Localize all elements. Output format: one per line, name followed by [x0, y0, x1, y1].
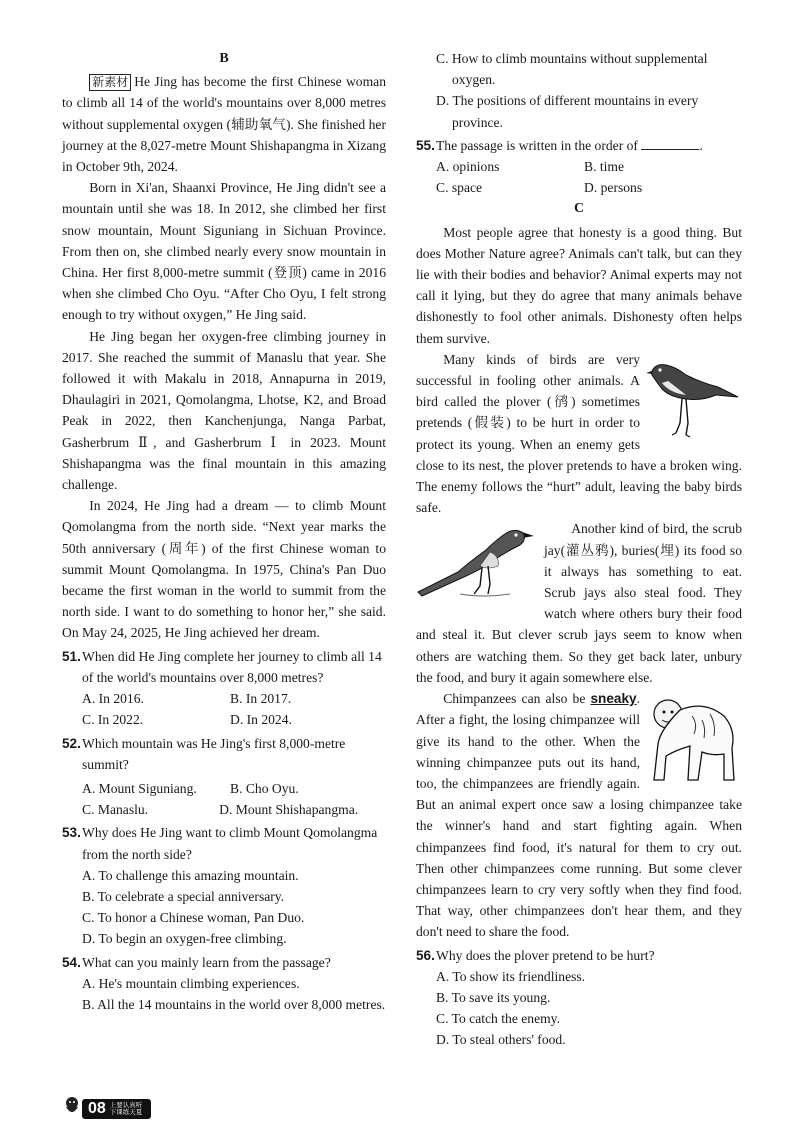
passage-b-paragraph: He Jing began her oxygen-free climbing journey in 2017. She reached the summit of Manaslu that year. She followed it with Makalu in 2018, Annapurna in 2019, Dhaulagiri in 2021, Qomolangma, Lhotse, K2, and Broad Peak in 2022, then Kanchenjunga, Nanga Parbat, Gasherbrum Ⅱ, and Gasherbrum Ⅰ in 2023. Mount Shishapangma was the final mountain in this amazing challenge.	[62, 328, 386, 493]
option[interactable]: A. He's mountain climbing experiences.	[82, 975, 300, 991]
passage-c-paragraph: Many kinds of birds are very successful in fooling other animals. A bird called the plover (鸻) sometimes pretends (假装) to be hurt in order to protect its young. When an enemy gets close to its nest, the plover pretends to have a broken wing. The enemy follows the “hurt” adult, leaving the baby birds safe.	[416, 351, 742, 516]
option[interactable]: B. To celebrate a special anniversary.	[82, 888, 285, 904]
keyword-sneaky: sneaky	[590, 691, 637, 707]
page-number-badge	[82, 1099, 151, 1119]
section-c-title: C	[573, 201, 585, 217]
question-55: 55. The passage is written in the order of . A. opinions B. time C. space D. persons	[416, 135, 742, 199]
right-column	[416, 48, 742, 1051]
question-51: 51. When did He Jing complete her journey to climb all 14 of the world's mountains over 8,000 metres? A. In 2016. B. In 2017. C. In 2022. D. In 2024.	[62, 646, 386, 731]
option[interactable]: C. In 2022.	[82, 712, 144, 728]
page-number: 08	[88, 1100, 106, 1118]
option[interactable]: B. In 2017.	[230, 691, 292, 707]
passage-c-paragraph: Most people agree that honesty is a good thing. But does Mother Nature agree? Animals can't talk, but can they lie with their bodies and behavior? Animal experts may not call it lying, but they do agree that many animals behave dishonestly to fool other animals. Dishonesty often helps them survive.	[416, 224, 742, 346]
question-52: 52. Which mountain was He Jing's first 8,000-metre summit? A. Mount Siguniang. B. Cho Oyu. C. Manaslu. D. Mount Shishapangma.	[62, 733, 386, 821]
question-53: 53. Why does He Jing want to climb Mount Qomolangma from the north side? A. To challenge this amazing mountain. B. To celebrate a special anniversary. C. To honor a Chinese woman, Pan Duo. D. To begin an oxygen-free climbing.	[62, 822, 386, 949]
page-footer	[62, 1098, 151, 1120]
option[interactable]: B. time	[584, 159, 625, 175]
left-column	[62, 48, 386, 1015]
option[interactable]: B. Cho Oyu.	[230, 780, 299, 796]
mascot-icon	[62, 1095, 82, 1123]
option[interactable]: D. To begin an oxygen-free climbing.	[82, 931, 287, 947]
option[interactable]: D. The positions of different mountains in every province.	[436, 93, 699, 130]
passage-b-paragraph: In 2024, He Jing had a dream — to climb Mount Qomolangma from the north side. “Next year marks the 50th anniversary (周年) of the first Chinese woman to summit Mount Qomolangma. In 1975, China's Pan Duo became the first woman in the world to summit from the north side. I want to do something to honor her,” she said. On May 24, 2025, He Jing achieved her dream.	[62, 498, 386, 641]
option[interactable]: A. To show its friendliness.	[436, 968, 586, 984]
option[interactable]: D. persons	[584, 180, 643, 196]
scrub-jay-image	[410, 522, 538, 604]
passage-b-paragraph: Born in Xi'an, Shaanxi Province, He Jing didn't see a mountain until she was 18. In 2012, she climbed her first snow mountain, Mount Siguniang in Sichuan Province. From then on, she climbed nearly every snow mountain in China. Her first 8,000-metre summit (登顶) came in 2016 when she climbed Cho Oyu. “After Cho Oyu, I felt strong enough to try without oxygen,” He Jing said.	[62, 180, 386, 323]
answer-blank[interactable]	[641, 135, 699, 150]
plover-image	[646, 353, 742, 439]
option[interactable]: C. To catch the enemy.	[436, 1011, 560, 1027]
option[interactable]: D. In 2024.	[230, 712, 292, 728]
passage-b-paragraph: 新素材 He Jing has become the first Chinese woman to climb all 14 of the world's mountains over 8,000 metres without supplemental oxygen (辅助氧气). She finished her journey at the 8,027-metre Mount Shishapangma in Xizang in October 9th, 2024.	[62, 74, 386, 175]
option[interactable]: C. space	[436, 180, 483, 196]
footer-slogan: 上要认真听 下课练天夏	[109, 1101, 143, 1116]
new-material-tag: 新素材	[89, 74, 131, 91]
question-56: 56. Why does the plover pretend to be hurt? A. To show its friendliness. B. To save its young. C. To catch the enemy. D. To steal others' food.	[416, 945, 742, 1051]
option[interactable]: A. To challenge this amazing mountain.	[82, 867, 299, 883]
option[interactable]: B. To save its young.	[436, 989, 551, 1005]
option[interactable]: A. opinions	[436, 159, 500, 175]
option[interactable]: A. Mount Siguniang.	[82, 780, 197, 796]
option[interactable]: C. How to climb mountains without supplemental oxygen.	[436, 51, 708, 88]
section-b-title: B	[219, 51, 229, 66]
option[interactable]: C. To honor a Chinese woman, Pan Duo.	[82, 910, 305, 926]
passage-c-paragraph: Chimpanzees can also be sneaky. After a fight, the losing chimpanzee will give its hand to the other. When the winning chimpanzee puts out its hand, too, the chimpanzees are friendly again. But an animal expert once saw a losing chimpanzee take the winner's hand and start fighting again. When chimpanzees find food, it's natural for them to cry out. Then other chimpanzees come running. But some clever chimpanzees learn to cry very softly when they find food. That way, other chimpanzees don't hear them, and they don't need to share the food.	[416, 691, 742, 940]
option[interactable]: C. Manaslu.	[82, 802, 149, 818]
option[interactable]: D. Mount Shishapangma.	[219, 802, 359, 818]
option[interactable]: D. To steal others' food.	[436, 1032, 566, 1048]
option[interactable]: A. In 2016.	[82, 691, 144, 707]
chimpanzee-image	[644, 694, 742, 786]
passage-c-paragraph: Another kind of bird, the scrub jay(灌丛鸦), buries(埋) its food so it always has something to eat. Scrub jays also steal food. They watch where others bury their food and steal it. But clever scrub jays seem to know when others are watching them. So they get back later, unbury the food, and bury it again somewhere else.	[416, 521, 742, 685]
question-54: 54. What can you mainly learn from the passage? A. He's mountain climbing experiences. B. All the 14 mountains in the world over 8,000 metres.	[62, 952, 386, 1016]
option[interactable]: B. All the 14 mountains in the world over 8,000 metres.	[82, 996, 386, 1012]
